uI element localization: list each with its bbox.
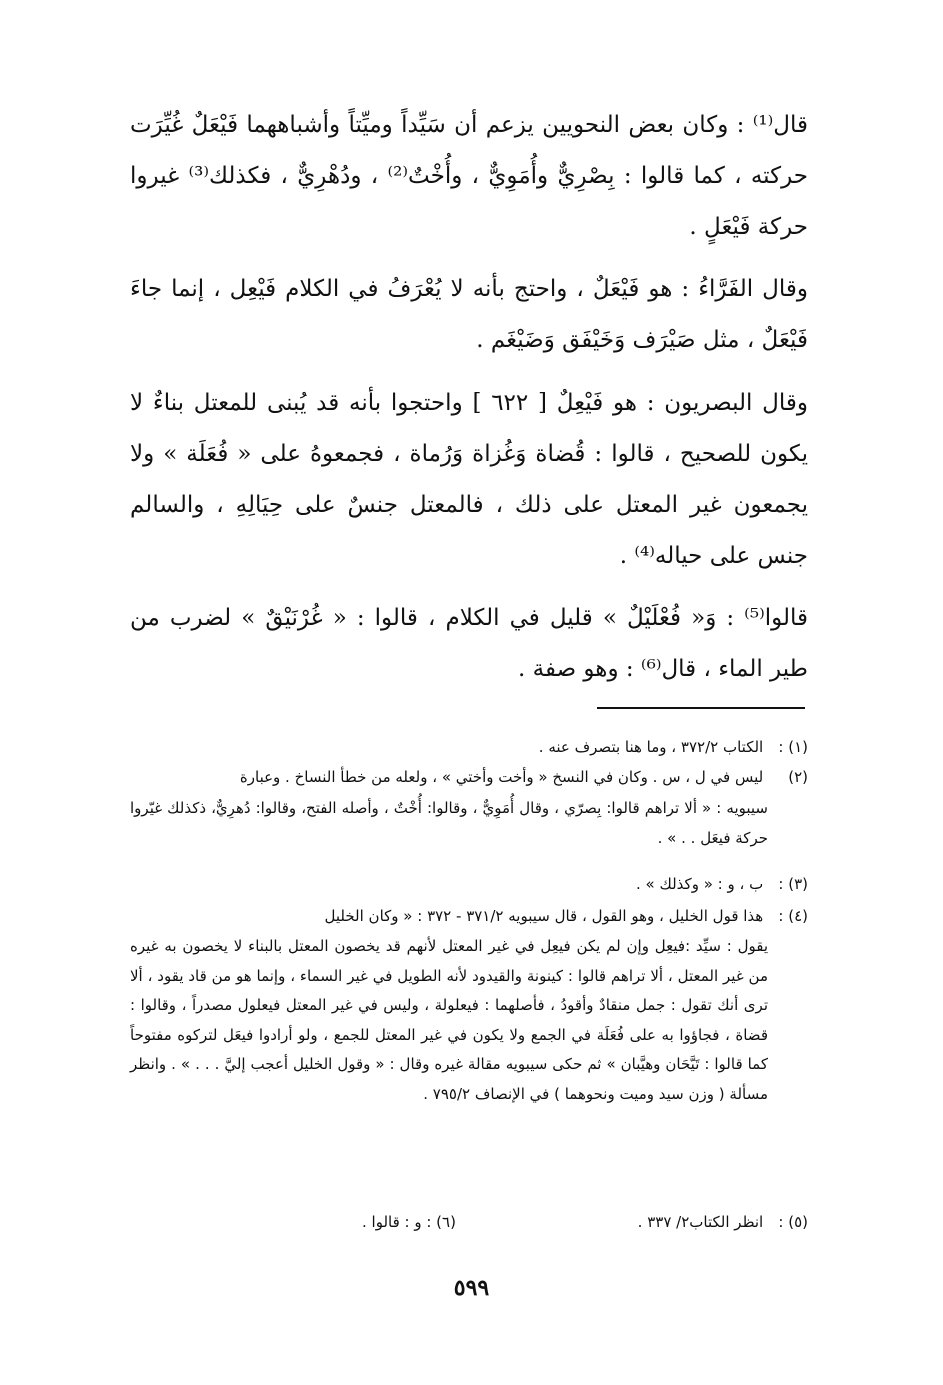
footnote-1-text: الكتاب ٣٧٢/٢ ، وما هنا بتصرف عنه . xyxy=(538,738,764,756)
page-number: ٥٩٩ xyxy=(453,1275,490,1301)
paragraph-3: وقال البصريون : هو فَيْعِلٌ [ ٦٢٢ ] واحتجوا بأنه قد يُبنى للمعتل بناءٌ لا يكون للصحيح ، قالوا : قُضاة وَغُزاة وَرُماة ، فجمعوهُ على « فُعَلَة » ولا يجمعون غير المعتل على ذلك ، فالمعتل جنسٌ على حِيَالِهِ ، والسالم جنس على حياله⁽⁴⁾ . xyxy=(130,390,808,569)
footnote-4-number: (٤) : xyxy=(778,907,808,925)
footnote-3-number: (٣) : xyxy=(778,875,808,893)
footnote-separator xyxy=(597,707,805,709)
footnote-3 xyxy=(130,870,808,900)
footnote-2-text: ليس في ل ، س . وكان في النسخ « وأخت وأختي » ، ولعله من خطأ النساخ . وعبارة xyxy=(239,768,764,786)
footnote-6-text: (٦) : و : قالوا . xyxy=(362,1213,456,1231)
footnote-2-number: (٢) xyxy=(788,768,808,786)
footnote-2-cont-text: سيبويه : « ألا تراهم قالوا: بِصرّي ، وقال أُمَوِيٌّ ، وقالوا: أُخْتٌ ، وأصله الفتح، وقالوا: دُهرِيٌّ، ذكذلك غيّروا حركة فيعَل . . » . xyxy=(130,799,768,847)
footnote-4-continuation xyxy=(130,932,808,1109)
footnote-5-number: (٥) : xyxy=(778,1213,808,1231)
footnote-4 xyxy=(130,902,808,932)
footnote-4-text: هذا قول الخليل ، وهو القول ، قال سيبويه ٣٧١/٢ - ٣٧٢ : « وكان الخليل xyxy=(324,907,764,925)
footnote-1-number: (١) : xyxy=(778,738,808,756)
footnote-1 xyxy=(130,733,808,763)
footnote-5-text: انظر الكتاب٢/ ٣٣٧ . xyxy=(637,1213,764,1231)
paragraph-4: قالوا⁽⁵⁾ : وَ« فُعْلَيْلٌ » قليل في الكلام ، قالوا : « غُرْنَيْقٌ » لضرب من طير الماء ، قال⁽⁶⁾ : وهو صفة . xyxy=(130,605,808,682)
paragraph-2: وقال الفَرَّاءُ : هو فَيْعَلٌ ، واحتج بأنه لا يُعْرَفُ في الكلام فَيْعِل ، إنما جاءَ فَيْعَلٌ ، مثل صَيْرَف وَخَيْفَق وَضَيْغَم . xyxy=(130,276,808,353)
footnote-2 xyxy=(130,763,808,793)
footnote-3-text: ب ، و : « وكذلك » . xyxy=(635,875,764,893)
footnote-2-continuation xyxy=(130,794,808,853)
footnote-5-6 xyxy=(130,1208,808,1238)
footnote-4-cont-text: يقول : سيِّد :فيعِل وإن لم يكن فيعِل في غير المعتل لأنهم قد يخصون المعتل بالبناء لا يخصون به غيره من غير المعتل ، ألا تراهم قالوا : كينونة والقيدود لأنه الطويل في غير السماء ، وإنما هو من قاد يقود ، ألا ترى أنك تقول : جمل منقادٌ وأقودُ ، فأصلهما : فيعلولة ، وليس في غير المعتل فيعلول مصدراً ، وقالوا : قضاة ، فجاؤوا به على فُعَلَة في الجمع ولا يكون في غير المعتل للجمع ، ولو أرادوا فيعَل لتركوه مفتوحاً كما قالوا : تَيَّحَان وهيَّبان » ثم حكى سيبويه مقالة غيره وقال : « وقول الخليل أعجب إليَّ . . . » . وانظر مسألة ( وزن سيد وميت ونحوهما ) في الإنصاف ٧٩٥/٢ . xyxy=(130,937,768,1103)
paragraph-1: قال⁽¹⁾ : وكان بعض النحويين يزعم أن سَيِّداً وميِّتاً وأشباههما فَيْعَلٌ غُيِّرَت حركته ، كما قالوا : بِصْرِيٌّ وأُمَوِيٌّ ، وأُخْتٌ⁽²⁾ ، ودُهْرِيٌّ ، فكذلك⁽³⁾ غيروا حركة فَيْعَلٍ . xyxy=(130,112,808,240)
